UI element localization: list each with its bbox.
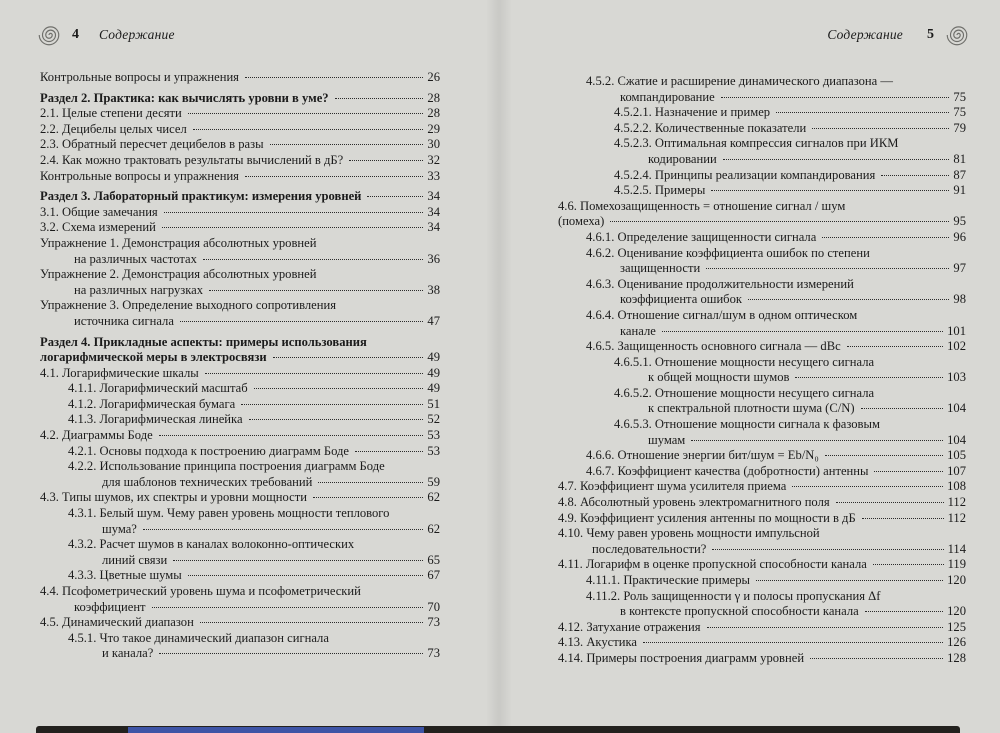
toc-entry-text: 4.3.1. Белый шум. Чему равен уровень мощности теплового bbox=[68, 506, 390, 521]
toc-entry bbox=[40, 335, 440, 366]
dot-leader bbox=[313, 497, 423, 498]
toc-entry-text: шумам bbox=[648, 432, 686, 447]
toc-page-number: 34 bbox=[427, 189, 440, 204]
toc-page-number: 104 bbox=[947, 432, 966, 447]
dot-leader bbox=[873, 564, 944, 565]
toc-entry bbox=[40, 189, 440, 205]
toc-page-number: 73 bbox=[427, 615, 440, 630]
page-number: 5 bbox=[927, 27, 934, 42]
toc-page-number: 36 bbox=[427, 251, 440, 266]
toc-entry bbox=[558, 168, 966, 184]
toc-entry bbox=[40, 444, 440, 460]
toc-entry-text: 4.3.2. Расчет шумов в каналах волоконно-оптических bbox=[68, 537, 355, 552]
toc-page-number: 98 bbox=[953, 292, 966, 307]
dot-leader bbox=[643, 642, 943, 643]
toc-entry-text: 4.9. Коэффициент усиления антенны по мощности в дБ bbox=[558, 510, 856, 525]
toc-page-number: 112 bbox=[947, 495, 966, 510]
toc-entry-text: 4.2. Диаграммы Боде bbox=[40, 428, 153, 443]
toc-page-number: 107 bbox=[947, 463, 966, 478]
toc-page-number: 53 bbox=[427, 443, 440, 458]
toc-entry-text: линий связи bbox=[102, 552, 168, 567]
toc-entry-text: 4.14. Примеры построения диаграмм уровней bbox=[558, 650, 805, 665]
toc-entry bbox=[40, 122, 440, 138]
toc-page-number: 52 bbox=[427, 412, 440, 427]
toc-entry-text: 4.1.1. Логарифмический масштаб bbox=[68, 381, 248, 396]
toc-entry bbox=[558, 557, 966, 573]
toc-entry-text: 4.6.5.3. Отношение мощности сигнала к фазовым bbox=[614, 417, 880, 432]
toc-entry-text: 4.12. Затухание отражения bbox=[558, 619, 701, 634]
toc-entry bbox=[40, 298, 440, 329]
toc-page-number: 75 bbox=[953, 89, 966, 104]
toc-entry bbox=[558, 479, 966, 495]
toc-page-number: 97 bbox=[953, 261, 966, 276]
toc-page-number: 32 bbox=[427, 152, 440, 167]
toc-entry-text: 4.2.2. Использование принципа построения диаграмм Боде bbox=[68, 459, 385, 474]
toc-entry bbox=[40, 397, 440, 413]
toc-page-number: 62 bbox=[427, 490, 440, 505]
dot-leader bbox=[318, 482, 423, 483]
toc-entry-text: Раздел 2. Практика: как вычислять уровни в уме? bbox=[40, 90, 329, 105]
dot-leader bbox=[159, 653, 423, 654]
toc-entry-text: 4.1.3. Логарифмическая линейка bbox=[68, 412, 243, 427]
toc-entry bbox=[40, 205, 440, 221]
toc-entry-text: 4.13. Акустика bbox=[558, 635, 638, 650]
toc-entry-text: 4.6.5.2. Отношение мощности несущего сигнала bbox=[614, 385, 875, 400]
dot-leader bbox=[795, 377, 943, 378]
toc-entry bbox=[40, 584, 440, 615]
toc-page-number: 65 bbox=[427, 552, 440, 567]
toc-entry bbox=[40, 537, 440, 568]
toc-entry-text: Упражнение 3. Определение выходного сопротивления bbox=[40, 298, 337, 313]
dot-leader bbox=[143, 529, 424, 530]
toc-page-number: 103 bbox=[947, 370, 966, 385]
toc-entry-text: компандирование bbox=[620, 89, 715, 104]
toc-page-number: 49 bbox=[427, 365, 440, 380]
dot-leader bbox=[610, 221, 949, 222]
dot-leader bbox=[203, 259, 424, 260]
toc-entry-text: кодировании bbox=[648, 151, 717, 166]
toc-entry bbox=[40, 490, 440, 506]
toc-entry bbox=[558, 635, 966, 651]
toc-page-number: 112 bbox=[947, 510, 966, 525]
toc-entry bbox=[40, 381, 440, 397]
dot-leader bbox=[152, 607, 424, 608]
toc-entry-text: шума? bbox=[102, 521, 137, 536]
toc-entry-text: 4.5. Динамический диапазон bbox=[40, 615, 194, 630]
dot-leader bbox=[245, 176, 423, 177]
toc-entry bbox=[40, 267, 440, 298]
toc-entry bbox=[558, 589, 966, 620]
toc-entry-text: Раздел 4. Прикладные аспекты: примеры использования bbox=[40, 334, 367, 349]
toc-entry-text: к общей мощности шумов bbox=[648, 370, 790, 385]
toc-entry-text: 4.5.2.2. Количественные показатели bbox=[614, 120, 807, 135]
toc-entry-text: 3.2. Схема измерений bbox=[40, 220, 156, 235]
toc-entry-text: 4.2.1. Основы подхода к построению диаграмм Боде bbox=[68, 443, 350, 458]
toc-entry-text: канале bbox=[620, 323, 656, 338]
toc-entry-text: 4.6.1. Определение защищенности сигнала bbox=[586, 229, 817, 244]
toc-entry-text: 4.5.2.4. Принципы реализации компандирования bbox=[614, 167, 876, 182]
toc-entry-text: на различных нагрузках bbox=[74, 282, 204, 297]
toc-entry-text: 2.4. Как можно трактовать результаты вычислений в дБ? bbox=[40, 152, 344, 167]
right-toc bbox=[558, 74, 966, 667]
toc-entry-text: 4.11.1. Практические примеры bbox=[586, 573, 751, 587]
toc-entry bbox=[40, 568, 440, 584]
toc-page-number: 75 bbox=[953, 105, 966, 120]
toc-entry bbox=[40, 366, 440, 382]
toc-entry-text: к спектральной плотности шума (C/N) bbox=[648, 401, 855, 416]
toc-page-number: 120 bbox=[947, 604, 966, 619]
toc-entry-text: 4.1. Логарифмические шкалы bbox=[40, 365, 199, 380]
dot-leader bbox=[162, 227, 424, 228]
toc-page-number: 105 bbox=[947, 448, 966, 463]
dot-leader bbox=[707, 627, 944, 628]
toc-entry-text: 4.6. Помехозащищенность = отношение сигнал / шум bbox=[558, 198, 846, 213]
running-header: Содержание bbox=[827, 27, 903, 42]
toc-entry bbox=[558, 620, 966, 636]
toc-entry bbox=[40, 412, 440, 428]
dot-leader bbox=[355, 451, 423, 452]
toc-entry-text: 4.10. Чему равен уровень мощности импульсной bbox=[558, 526, 820, 541]
toc-entry-text: Раздел 3. Лабораторный практикум: измерения уровней bbox=[40, 189, 362, 204]
toc-entry-text: 4.8. Абсолютный уровень электромагнитного поля bbox=[558, 495, 830, 510]
toc-entry-text: 4.3. Типы шумов, их спектры и уровни мощности bbox=[40, 490, 307, 505]
toc-page-number: 51 bbox=[427, 396, 440, 411]
dot-leader bbox=[349, 160, 423, 161]
dot-leader bbox=[825, 455, 943, 456]
toc-entry bbox=[40, 70, 440, 86]
dot-leader bbox=[159, 435, 424, 436]
toc-entry-text: коэффициента ошибок bbox=[620, 292, 743, 307]
dot-leader bbox=[249, 419, 424, 420]
toc-page-number: 104 bbox=[947, 401, 966, 416]
toc-entry bbox=[558, 355, 966, 386]
toc-entry-text: на различных частотах bbox=[74, 251, 197, 266]
toc-entry bbox=[558, 386, 966, 417]
toc-entry-text: Упражнение 2. Демонстрация абсолютных уровней bbox=[40, 267, 317, 282]
toc-page-number: 29 bbox=[427, 121, 440, 136]
toc-entry bbox=[40, 236, 440, 267]
toc-entry-text: 4.6.3. Оценивание продолжительности измерений bbox=[586, 276, 854, 291]
dot-leader bbox=[861, 408, 944, 409]
toc-page-number: 28 bbox=[427, 90, 440, 105]
toc-entry bbox=[40, 220, 440, 236]
swirl-ornament-icon bbox=[944, 22, 970, 48]
toc-page-number: 33 bbox=[427, 168, 440, 183]
dot-leader bbox=[748, 299, 949, 300]
toc-page-number: 120 bbox=[947, 573, 966, 587]
toc-entry-text: 4.6.4. Отношение сигнал/шум в одном оптическом bbox=[586, 307, 858, 322]
dot-leader bbox=[756, 580, 943, 581]
toc-entry bbox=[40, 459, 440, 490]
dot-leader bbox=[712, 549, 943, 550]
toc-entry-text: 2.3. Обратный пересчет децибелов в разы bbox=[40, 137, 264, 152]
toc-entry bbox=[558, 277, 966, 308]
toc-entry-text: 4.6.2. Оценивание коэффициента ошибок по степени bbox=[586, 245, 870, 260]
dot-leader bbox=[188, 113, 424, 114]
toc-entry-text: 4.5.2.5. Примеры bbox=[614, 183, 706, 198]
toc-entry bbox=[558, 573, 966, 589]
toc-entry bbox=[40, 506, 440, 537]
toc-entry-text: в контексте пропускной способности канала bbox=[620, 604, 859, 619]
toc-entry-text: 4.11.2. Роль защищенности γ и полосы пропускания Δf bbox=[586, 588, 881, 603]
dot-leader bbox=[810, 658, 943, 659]
toc-entry-text: Упражнение 1. Демонстрация абсолютных уровней bbox=[40, 235, 317, 250]
toc-page-number: 34 bbox=[427, 204, 440, 219]
toc-entry bbox=[558, 464, 966, 480]
left-toc bbox=[40, 70, 440, 662]
dot-leader bbox=[164, 212, 424, 213]
dot-leader bbox=[691, 440, 943, 441]
dot-leader bbox=[241, 404, 423, 405]
toc-entry bbox=[40, 137, 440, 153]
toc-page-number: 108 bbox=[947, 479, 966, 494]
toc-entry bbox=[558, 495, 966, 511]
dot-leader bbox=[711, 190, 949, 191]
dot-leader bbox=[200, 622, 424, 623]
toc-entry bbox=[40, 106, 440, 122]
toc-entry-text: источника сигнала bbox=[74, 313, 174, 328]
dot-leader bbox=[865, 611, 943, 612]
toc-entry-text: 4.7. Коэффициент шума усилителя приема bbox=[558, 479, 787, 494]
toc-entry-text: 4.6.6. Отношение энергии бит/шум = Eb/N₀ bbox=[586, 448, 819, 463]
toc-page-number: 59 bbox=[427, 474, 440, 489]
swirl-ornament-icon bbox=[36, 22, 62, 48]
toc-entry bbox=[40, 91, 440, 107]
dot-leader bbox=[721, 97, 950, 98]
dot-leader bbox=[822, 237, 949, 238]
toc-entry-text: 4.4. Псофометрический уровень шума и псофометрический bbox=[40, 584, 361, 598]
toc-entry-text: 2.2. Децибелы целых чисел bbox=[40, 121, 187, 136]
dot-leader bbox=[193, 129, 424, 130]
left-page-header bbox=[36, 22, 175, 48]
page-gutter-shadow bbox=[486, 0, 512, 733]
toc-entry bbox=[558, 651, 966, 667]
toc-entry bbox=[40, 169, 440, 185]
dot-leader bbox=[812, 128, 949, 129]
toc-entry bbox=[558, 511, 966, 527]
toc-entry-text: 4.5.2.1. Назначение и пример bbox=[614, 105, 771, 120]
dot-leader bbox=[662, 331, 943, 332]
toc-entry-text: 4.5.2.3. Оптимальная компрессия сигналов при ИКМ bbox=[614, 136, 899, 151]
running-header: Содержание bbox=[99, 27, 175, 42]
toc-entry bbox=[40, 153, 440, 169]
dot-leader bbox=[335, 98, 424, 99]
toc-entry bbox=[558, 339, 966, 355]
dot-leader bbox=[723, 159, 950, 160]
dot-leader bbox=[205, 373, 424, 374]
toc-entry bbox=[40, 428, 440, 444]
toc-entry-text: Контрольные вопросы и упражнения bbox=[40, 70, 239, 84]
page-number: 4 bbox=[72, 27, 79, 42]
toc-page-number: 67 bbox=[427, 568, 440, 583]
toc-entry-text: 4.5.1. Что такое динамический диапазон сигнала bbox=[68, 630, 329, 645]
toc-entry-text: последовательности? bbox=[592, 541, 707, 556]
dot-leader bbox=[862, 518, 944, 519]
dot-leader bbox=[847, 346, 943, 347]
toc-page-number: 49 bbox=[427, 350, 440, 365]
toc-entry-text: (помеха) bbox=[558, 214, 605, 229]
dot-leader bbox=[245, 77, 423, 78]
toc-entry-text: коэффициент bbox=[74, 599, 146, 614]
book-bottom-edge-accent bbox=[128, 727, 424, 733]
toc-entry bbox=[558, 74, 966, 105]
toc-page-number: 30 bbox=[427, 137, 440, 152]
right-page-header bbox=[827, 22, 970, 48]
dot-leader bbox=[180, 321, 423, 322]
toc-page-number: 53 bbox=[427, 428, 440, 443]
toc-entry-text: 3.1. Общие замечания bbox=[40, 204, 158, 219]
toc-entry-text: Контрольные вопросы и упражнения bbox=[40, 168, 239, 183]
toc-entry bbox=[558, 105, 966, 121]
toc-page-number: 81 bbox=[953, 151, 966, 166]
toc-page-number: 91 bbox=[953, 183, 966, 198]
toc-entry bbox=[558, 526, 966, 557]
toc-entry bbox=[558, 308, 966, 339]
toc-page-number: 96 bbox=[953, 229, 966, 244]
dot-leader bbox=[270, 144, 424, 145]
toc-entry-text: 4.1.2. Логарифмическая бумага bbox=[68, 396, 236, 411]
toc-entry-text: 4.6.5.1. Отношение мощности несущего сигнала bbox=[614, 354, 875, 369]
toc-page-number: 49 bbox=[427, 381, 440, 396]
toc-entry-text: 4.6.5. Защищенность основного сигнала — dBc bbox=[586, 339, 841, 354]
toc-page-number: 70 bbox=[427, 599, 440, 614]
toc-entry bbox=[558, 199, 966, 230]
toc-entry bbox=[558, 136, 966, 167]
dot-leader bbox=[836, 502, 944, 503]
toc-entry-text: 4.5.2. Сжатие и расширение динамического диапазона — bbox=[586, 74, 893, 88]
toc-entry bbox=[558, 246, 966, 277]
toc-page-number: 114 bbox=[947, 541, 966, 556]
dot-leader bbox=[367, 196, 423, 197]
toc-entry-text: для шаблонов технических требований bbox=[102, 474, 313, 489]
toc-page-number: 47 bbox=[427, 313, 440, 328]
toc-page-number: 28 bbox=[427, 106, 440, 121]
toc-entry-text: 4.6.7. Коэффициент качества (добротности) антенны bbox=[586, 463, 869, 478]
toc-entry-text: и канала? bbox=[102, 646, 154, 661]
toc-entry bbox=[558, 121, 966, 137]
toc-page-number: 26 bbox=[427, 70, 440, 84]
dot-leader bbox=[254, 388, 424, 389]
toc-entry bbox=[558, 417, 966, 448]
toc-page-number: 128 bbox=[947, 650, 966, 665]
toc-entry bbox=[558, 183, 966, 199]
toc-page-number: 34 bbox=[427, 220, 440, 235]
toc-page-number: 101 bbox=[947, 323, 966, 338]
dot-leader bbox=[792, 486, 943, 487]
toc-page-number: 38 bbox=[427, 282, 440, 297]
toc-entry-text: защищенности bbox=[620, 261, 701, 276]
toc-entry-text: 2.1. Целые степени десяти bbox=[40, 106, 182, 121]
dot-leader bbox=[188, 575, 424, 576]
dot-leader bbox=[273, 357, 424, 358]
toc-page-number: 79 bbox=[953, 120, 966, 135]
dot-leader bbox=[776, 112, 949, 113]
toc-entry bbox=[558, 230, 966, 246]
dot-leader bbox=[706, 268, 949, 269]
dot-leader bbox=[173, 560, 423, 561]
toc-page-number: 102 bbox=[947, 339, 966, 354]
toc-entry bbox=[40, 615, 440, 631]
toc-page-number: 73 bbox=[427, 646, 440, 661]
toc-page-number: 62 bbox=[427, 521, 440, 536]
toc-page-number: 126 bbox=[947, 635, 966, 650]
toc-page-number: 95 bbox=[953, 214, 966, 229]
toc-page-number: 125 bbox=[947, 619, 966, 634]
toc-entry-text: 4.11. Логарифм в оценке пропускной способности канала bbox=[558, 557, 867, 572]
dot-leader bbox=[874, 471, 943, 472]
toc-page-number: 87 bbox=[953, 167, 966, 182]
toc-entry-text: логарифмической меры в электросвязи bbox=[40, 350, 267, 365]
toc-entry-text: 4.3.3. Цветные шумы bbox=[68, 568, 182, 583]
toc-page-number: 119 bbox=[947, 557, 966, 572]
toc-entry bbox=[40, 631, 440, 662]
dot-leader bbox=[881, 175, 949, 176]
dot-leader bbox=[209, 290, 423, 291]
toc-entry bbox=[558, 448, 966, 464]
